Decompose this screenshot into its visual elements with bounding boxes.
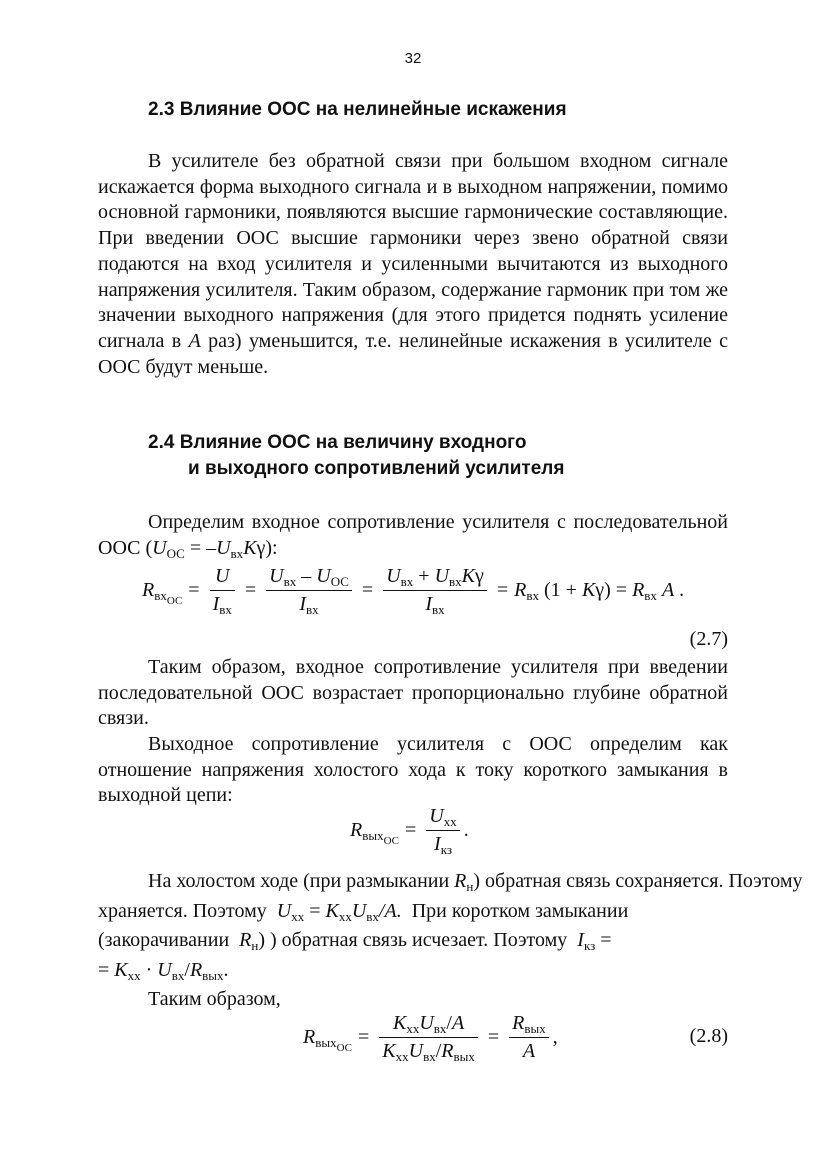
paragraph-input-resistance-intro: Определим входное сопротивление усилителя с последовательной ООС $(U_{ОС} = -U_{вх}K\gamma)$: <box>98 511 728 561</box>
equation-number-2-7: (2.7) <box>689 628 728 650</box>
equation-output-resistance: $R_{вых_{ОС}}$ = $\frac{U_{хх}}{I_{кз}}$ . <box>350 805 469 857</box>
section-heading-2-3: 2.3 Влияние ООС на нелинейные искажения <box>148 99 567 120</box>
line-no-load-1: На холостом ходе (при размыкании $R_н$) обратная связь сохраняется. Поэтому <box>148 870 803 894</box>
paragraph-nonlinear-distortion: В усилителе без обратной связи при большом входном сигнале искажается форма выходного сигнала и в выходном напряжении, помимо основной гармоники, появляются высшие гармонические составляющие. При введении ООС высшие гармоники через звено обратной связи подаются на вход усилителя и усиленными вычитаются из выходного напряжения усилителя. Таким образом, содержание гармоник при том же значении выходного напряжения (для этого придется поднять усиление сигнала в A раз) уменьшится, т.е. нелинейные искажения в усилителе с ООС будут меньше. <box>98 150 728 378</box>
paragraph-output-resistance-intro: Выходное сопротивление усилителя с ООС определим как отношение напряжения холостого хода к току короткого замыкания в выходной цепи: <box>98 733 728 807</box>
line-short-circuit-current: = $K_{хх} \cdot U_{вх}/R_{вых}$. <box>98 959 229 983</box>
page-number: 32 <box>404 50 422 67</box>
line-no-load-2: храняется. Поэтому $U_{хх} = K_{хх}U_{вх}/A$. При коротком замыкании <box>98 900 629 924</box>
equation-number-2-8: (2.8) <box>689 1025 728 1047</box>
paragraph-input-resistance-conclusion: Таким образом, входное сопротивление усилителя при введении последовательной ООС возрастает пропорционально глубине обратной связи. <box>98 656 728 730</box>
section-heading-2-4: 2.4 Влияние ООС на величину входного и выходного сопротивлений усилителя <box>148 432 565 479</box>
line-thus: Таким образом, <box>148 988 281 1010</box>
equation-2-7: $R_{вх_{ОС}}$ = $\frac{U}{I_{вх}}$ = $\frac{U_{вх} - U_{ОС}}{I_{вх}}$ = $\frac{U_{вх} + U_{вх}K\gamma}{I_{вх}}$ = $R_{вх}$ $(1 + K\gamma) = R_{вх}$ A . <box>142 565 685 617</box>
line-short-circuit: (закорачивании $R_н$) ) обратная связь исчезает. Поэтому $I_{кз}$ = <box>98 929 612 953</box>
equation-2-8: $R_{вых_{ОС}}$ = $\frac{K_{хх}U_{вх}/A}{K_{хх}U_{вх}/R_{вых}}$ = $\frac{R_{вых}}{A}$ , <box>303 1012 558 1064</box>
